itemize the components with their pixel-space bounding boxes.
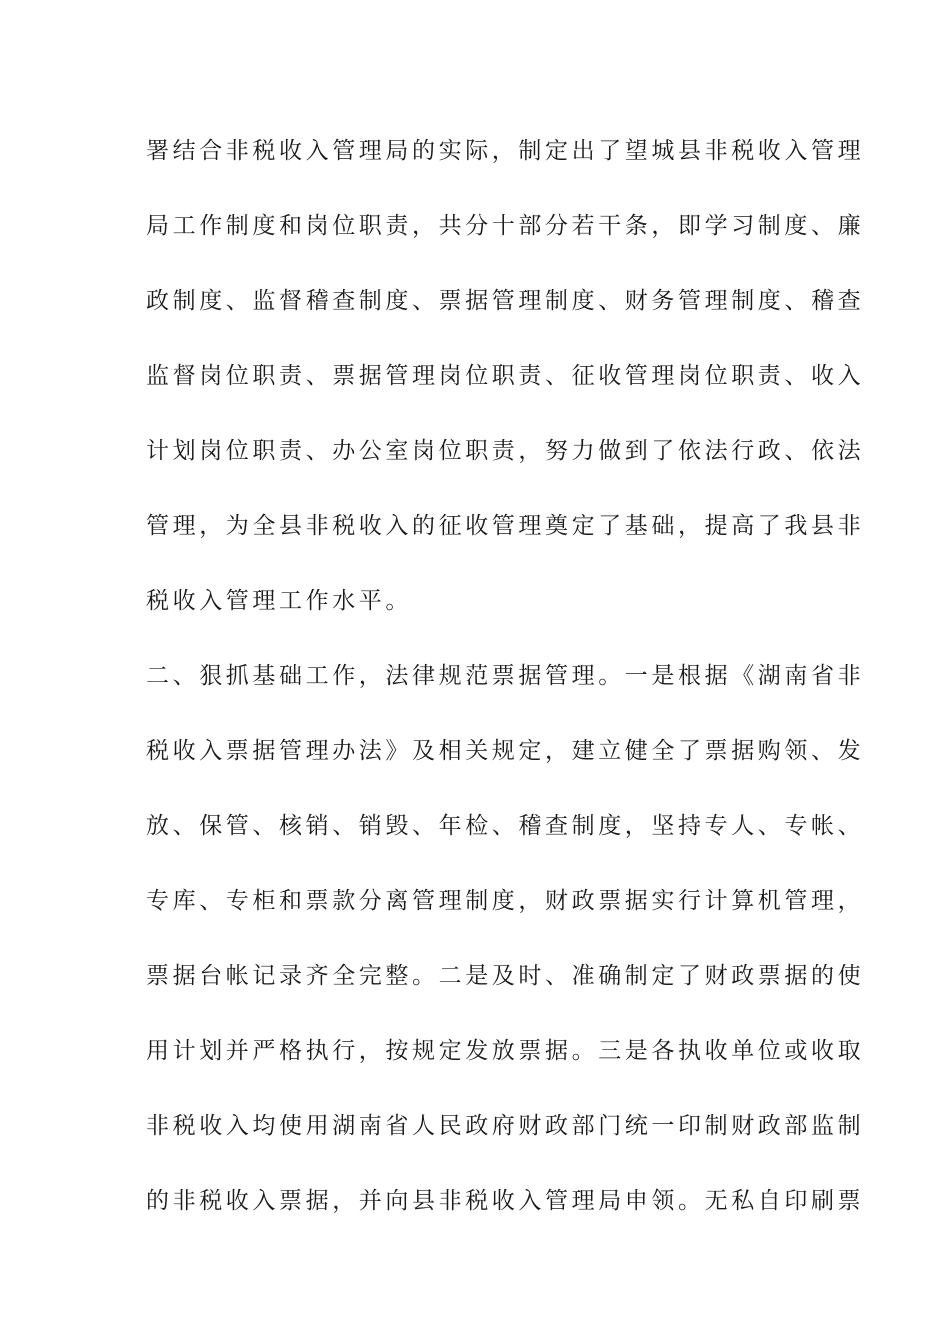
text-line: 用计划并严格执行，按规定发放票据。三是各执收单位或收取 (146, 1038, 865, 1064)
section-heading-line: 二、狠抓基础工作，法律规范票据管理。一是根据《湖南省非 (146, 663, 865, 689)
text-line: 放、保管、核销、销毁、年检、稽查制度，坚持专人、专帐、 (146, 813, 865, 839)
text-line: 管理，为全县非税收入的征收管理奠定了基础，提高了我县非 (146, 513, 865, 539)
text-line: 专库、专柜和票款分离管理制度，财政票据实行计算机管理， (146, 888, 865, 914)
text-line: 政制度、监督稽查制度、票据管理制度、财务管理制度、稽查 (146, 288, 865, 314)
text-line: 非税收入均使用湖南省人民政府财政部门统一印制财政部监制 (146, 1113, 865, 1139)
text-line: 税收入管理工作水平。 (146, 588, 412, 614)
text-line: 监督岗位职责、票据管理岗位职责、征收管理岗位职责、收入 (146, 363, 865, 389)
text-line: 计划岗位职责、办公室岗位职责，努力做到了依法行政、依法 (146, 438, 865, 464)
text-line: 的非税收入票据，并向县非税收入管理局申领。无私自印刷票 (146, 1188, 865, 1214)
text-line: 局工作制度和岗位职责，共分十部分若干条，即学习制度、廉 (146, 213, 865, 239)
text-line: 署结合非税收入管理局的实际，制定出了望城县非税收入管理 (146, 138, 865, 164)
text-line: 票据台帐记录齐全完整。二是及时、准确制定了财政票据的使 (146, 963, 865, 989)
text-line: 税收入票据管理办法》及相关规定，建立健全了票据购领、发 (146, 738, 865, 764)
